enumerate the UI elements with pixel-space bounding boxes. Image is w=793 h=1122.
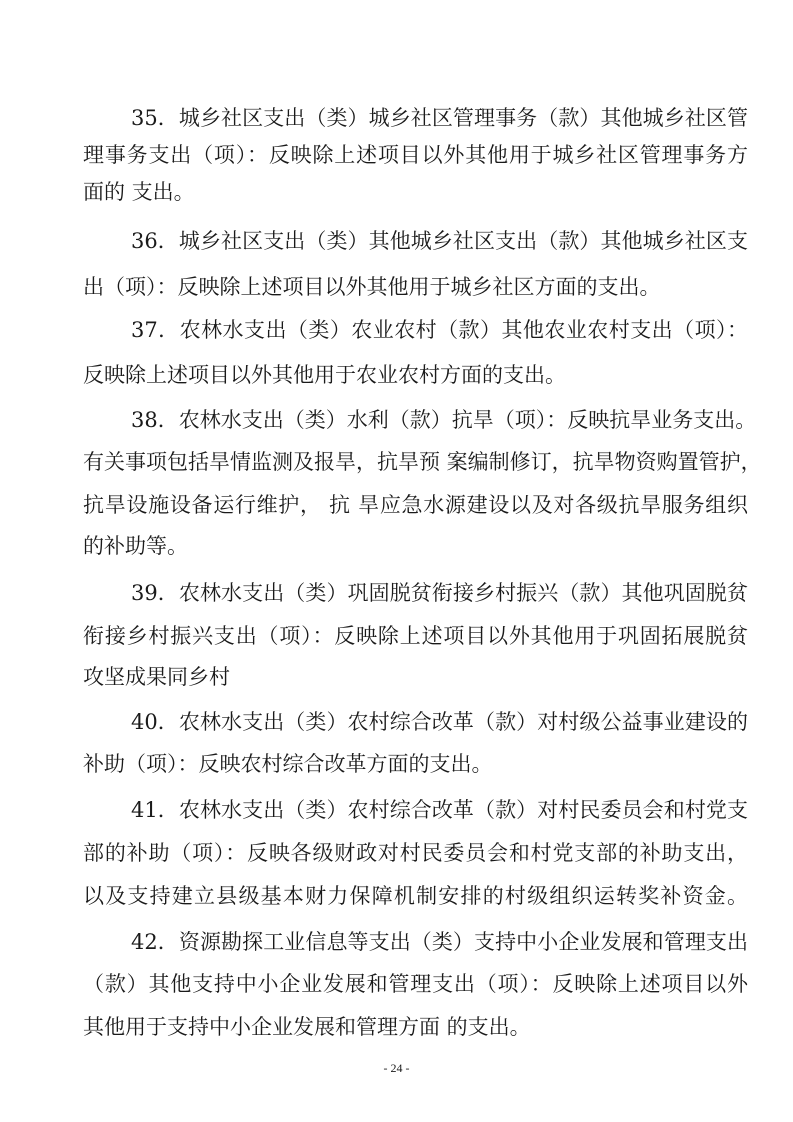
text-line: 部的补助（项）：反映各级财政对村民委员会和村党支部的补助支出， <box>83 841 748 865</box>
text-line: 有关事项包括旱情监测及报旱，抗旱预 案编制修订，抗旱物资购置管护， <box>83 450 762 474</box>
text-line: 补助（项）：反映农村综合改革方面的支出。 <box>83 752 493 776</box>
text-line: 抗旱设施设备运行维护， 抗 旱应急水源建设以及对各级抗旱服务组织 <box>83 493 748 517</box>
text-line: 其他用于支持中小企业发展和管理方面 的支出。 <box>83 1015 531 1039</box>
page-number: - 24 - <box>383 1061 410 1075</box>
text-line: 衔接乡村振兴支出（项）：反映除上述项目以外其他用于巩固拓展脱贫 <box>83 624 748 648</box>
text-line: 攻坚成果同乡村 <box>83 665 230 689</box>
text-line: 反映除上述项目以外其他用于农业农村方面的支出。 <box>83 363 566 387</box>
text-line: 面的 支出。 <box>83 180 195 204</box>
text-line: 出（项）：反映除上述项目以外其他用于城乡社区方面的支出。 <box>83 275 661 299</box>
text-line: 的补助等。 <box>83 534 188 558</box>
text-line: （款）其他支持中小企业发展和管理支出（项）：反映除上述项目以外 <box>83 972 748 996</box>
text-line: 以及支持建立县级基本财力保障机制安排的村级组织运转奖补资金。 <box>83 884 748 908</box>
text-line: 理事务支出（项）：反映除上述项目以外其他用于城乡社区管理事务方 <box>83 143 748 167</box>
text-line: 41．农林水支出（类）农村综合改革（款）对村民委员会和村党支 <box>131 798 748 822</box>
text-line: 35．城乡社区支出（类）城乡社区管理事务（款）其他城乡社区管 <box>131 106 748 130</box>
text-line: 40．农林水支出（类）农村综合改革（款）对村级公益事业建设的 <box>131 710 748 734</box>
text-line: 42．资源勘探工业信息等支出（类）支持中小企业发展和管理支出 <box>131 930 748 954</box>
text-line: 38．农林水支出（类）水利（款）抗旱（项）：反映抗旱业务支出。 <box>131 408 757 432</box>
text-line: 37．农林水支出（类）农业农村（款）其他农业农村支出（项）： <box>131 318 748 342</box>
text-line: 39．农林水支出（类）巩固脱贫衔接乡村振兴（款）其他巩固脱贫 <box>131 581 748 605</box>
text-line: 36．城乡社区支出（类）其他城乡社区支出（款）其他城乡社区支 <box>131 229 748 253</box>
